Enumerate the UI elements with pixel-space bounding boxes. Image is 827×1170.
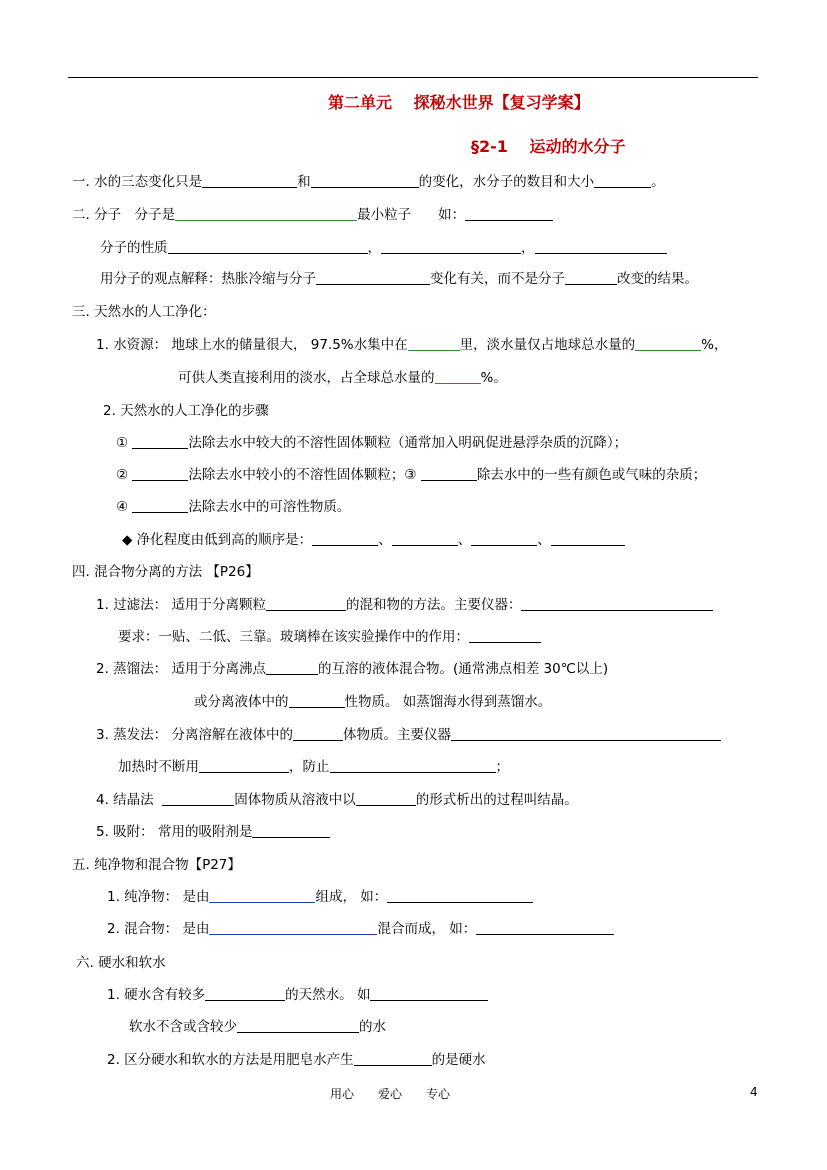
- line-19: [118, 758, 509, 776]
- blank[interactable]: [551, 531, 625, 546]
- blank[interactable]: [132, 498, 188, 513]
- blank[interactable]: [565, 270, 617, 285]
- text: 混合而成， 如：: [377, 921, 477, 937]
- text: ，: [521, 240, 535, 256]
- text: 。: [651, 174, 665, 190]
- blank[interactable]: [209, 920, 377, 935]
- line-24: [107, 920, 614, 938]
- text: ，: [367, 240, 381, 256]
- blank[interactable]: [370, 986, 488, 1001]
- line-9: [116, 434, 627, 452]
- blank[interactable]: [435, 369, 481, 384]
- text: 要求：一贴、二低、三靠。玻璃棒在该实验操作中的作用：: [118, 629, 469, 645]
- text: 法除去水中较大的不溶性固体颗粒（通常加入明矾促进悬浮杂质的沉降）；: [188, 435, 628, 451]
- line-8: 2. 天然水的人工净化的步骤: [103, 403, 269, 419]
- text: 的形式析出的过程叫结晶。: [415, 792, 578, 808]
- line-7: [178, 369, 507, 387]
- text: 4. 结晶法: [96, 792, 154, 808]
- line-23: [107, 888, 533, 906]
- blank[interactable]: [330, 758, 496, 773]
- text: 1. 水资源： 地球上水的储量很大， 97.5%水集中在: [96, 337, 408, 353]
- text: 一. 水的三态变化只是: [72, 174, 203, 190]
- text: 2. 蒸馏法： 适用于分离沸点: [96, 661, 266, 677]
- line-22: 五. 纯净物和混合物【P27】: [72, 857, 241, 873]
- text: ①: [116, 435, 129, 451]
- text: 、: [457, 532, 472, 548]
- blank[interactable]: [451, 726, 721, 741]
- text: 1. 纯净物： 是由: [107, 889, 210, 905]
- blank[interactable]: [266, 660, 318, 675]
- blank[interactable]: [469, 628, 541, 643]
- blank[interactable]: [252, 823, 330, 838]
- blank[interactable]: [311, 173, 419, 188]
- text: 变化有关，而不是分子: [430, 271, 565, 287]
- text: 的变化，水分子的数目和大小: [418, 174, 595, 190]
- text: 3. 蒸发法： 分离溶解在液体中的: [96, 727, 293, 743]
- blank[interactable]: [237, 1018, 359, 1033]
- line-26: [107, 986, 488, 1004]
- line-21: [96, 823, 330, 841]
- text: 除去水中的一些有颜色或气味的杂质；: [476, 467, 707, 483]
- text: 或分离液体中的: [194, 694, 289, 710]
- text: 二. 分子 分子是: [72, 207, 176, 223]
- text: %。: [480, 370, 507, 386]
- text: 性物质。 如蒸馏海水得到蒸馏水。: [344, 694, 552, 710]
- blank[interactable]: [199, 758, 289, 773]
- line-17: [194, 693, 551, 711]
- line-6: [96, 336, 727, 354]
- line-3: [100, 239, 667, 257]
- text: %，: [701, 337, 728, 353]
- text: 2. 区分硬水和软水的方法是用肥皂水产生: [107, 1052, 354, 1068]
- text: 加热时不断用: [118, 759, 199, 775]
- text: ；: [495, 759, 509, 775]
- line-18: [96, 726, 721, 744]
- blank[interactable]: [316, 270, 430, 285]
- text: ④: [116, 499, 129, 515]
- page-number: 4: [750, 1085, 758, 1099]
- line-13: 四. 混合物分离的方法 【P26】: [72, 564, 259, 580]
- blank[interactable]: [354, 1051, 432, 1066]
- blank[interactable]: [205, 986, 285, 1001]
- line-14: [96, 596, 713, 614]
- blank[interactable]: [465, 206, 553, 221]
- text: 改变的结果。: [617, 271, 698, 287]
- text: 的天然水。 如: [285, 987, 371, 1003]
- text: 分子的性质: [100, 240, 168, 256]
- line-11: [116, 498, 350, 516]
- blank[interactable]: [471, 531, 537, 546]
- blank[interactable]: [132, 434, 188, 449]
- line-28: [107, 1051, 486, 1069]
- line-15: [118, 628, 541, 646]
- text: ◆ 净化程度由低到高的顺序是：: [122, 532, 313, 548]
- text: 的是硬水: [431, 1052, 486, 1068]
- text: 组成， 如：: [315, 889, 388, 905]
- blank[interactable]: [356, 791, 416, 806]
- blank[interactable]: [175, 206, 357, 221]
- line-4: [100, 270, 698, 288]
- text: ②: [116, 467, 129, 483]
- blank[interactable]: [387, 888, 533, 903]
- unit-title: 第二单元 探秘水世界【复习学案】: [328, 93, 590, 112]
- text: 固体物质从溶液中以: [234, 792, 356, 808]
- blank[interactable]: [535, 239, 667, 254]
- text: 法除去水中的可溶性物质。: [188, 499, 351, 515]
- text: 可供人类直接利用的淡水，占全球总水量的: [178, 370, 435, 386]
- text: 1. 过滤法： 适用于分离颗粒: [96, 597, 266, 613]
- blank[interactable]: [476, 920, 614, 935]
- blank[interactable]: [168, 239, 368, 254]
- text: 软水不含或含较少: [129, 1019, 237, 1035]
- section-title: §2-1 运动的水分子: [471, 137, 626, 156]
- blank[interactable]: [392, 531, 458, 546]
- line-2: [72, 206, 553, 224]
- line-5: 三. 天然水的人工净化：: [72, 304, 216, 320]
- text: 和: [297, 174, 311, 190]
- header-rule: [68, 77, 758, 78]
- line-1: [72, 173, 665, 191]
- text: 、: [378, 532, 392, 548]
- footer-text: 用心 爱心 专心: [330, 1087, 451, 1101]
- text: 、: [537, 532, 551, 548]
- line-27: [129, 1018, 386, 1036]
- blank[interactable]: [202, 173, 297, 188]
- blank[interactable]: [421, 466, 477, 481]
- blank[interactable]: [594, 173, 651, 188]
- text: 的互溶的液体混合物。(通常沸点相差 30℃以上): [317, 661, 609, 677]
- blank[interactable]: [162, 791, 234, 806]
- blank[interactable]: [521, 596, 713, 611]
- text: 的混和物的方法。主要仪器：: [345, 597, 522, 613]
- blank[interactable]: [408, 336, 460, 351]
- line-25: 六. 硬水和软水: [76, 955, 166, 971]
- text: ，防止: [289, 759, 330, 775]
- blank[interactable]: [381, 239, 521, 254]
- line-12: [122, 531, 625, 549]
- line-20: [96, 791, 578, 809]
- blank[interactable]: [209, 888, 315, 903]
- blank[interactable]: [293, 726, 343, 741]
- blank[interactable]: [266, 596, 346, 611]
- blank[interactable]: [635, 336, 701, 351]
- text: 用分子的观点解释：热胀冷缩与分子: [100, 271, 316, 287]
- blank[interactable]: [289, 693, 345, 708]
- text: 法除去水中较小的不溶性固体颗粒；③: [188, 467, 417, 483]
- text: 里，淡水量仅占地球总水量的: [459, 337, 636, 353]
- blank[interactable]: [132, 466, 188, 481]
- line-10: [116, 466, 706, 484]
- line-16: [96, 660, 608, 678]
- text: 最小粒子 如：: [357, 207, 466, 223]
- text: 的水: [359, 1019, 386, 1035]
- text: 5. 吸附： 常用的吸附剂是: [96, 824, 253, 840]
- blank[interactable]: [312, 531, 378, 546]
- text: 1. 硬水含有较多: [107, 987, 206, 1003]
- text: 体物质。主要仪器: [342, 727, 451, 743]
- text: 2. 混合物： 是由: [107, 921, 210, 937]
